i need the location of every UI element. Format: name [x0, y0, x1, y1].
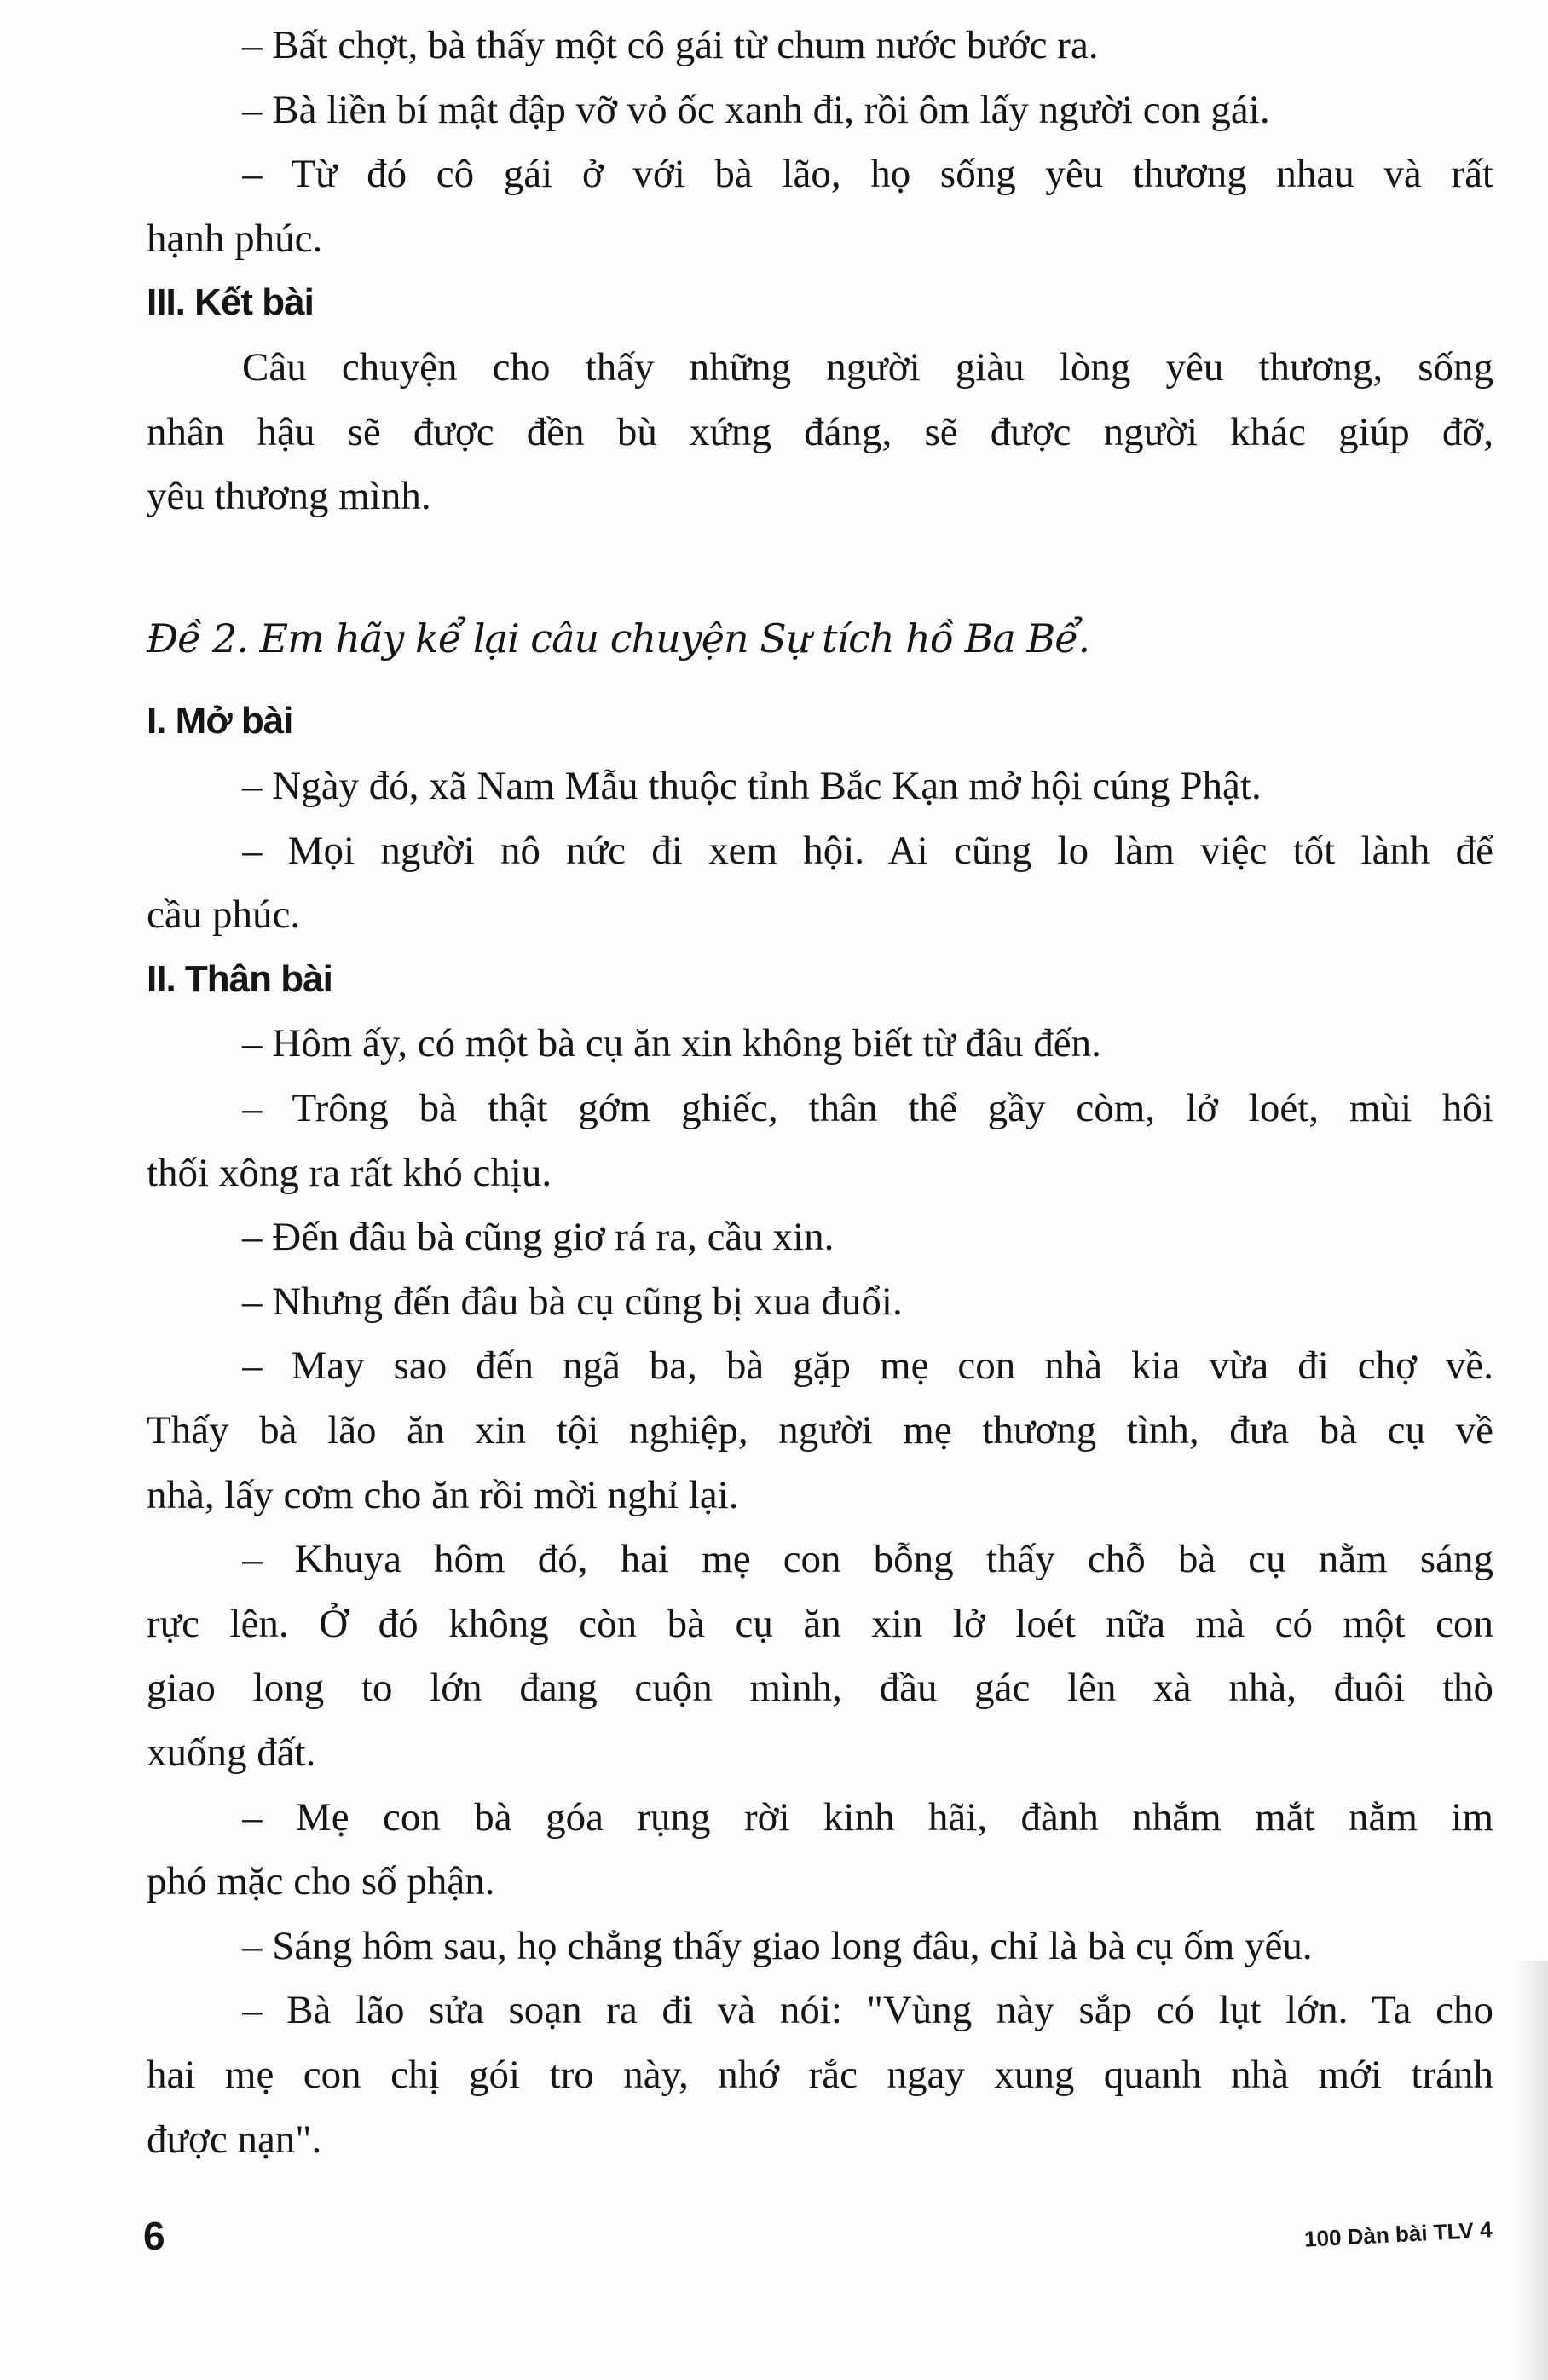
paragraph-line: – Bà lão sửa soạn ra đi và nói: "Vùng này sắp có lụt lớn. Ta cho: [242, 1988, 1493, 2033]
paragraph-line: thối xông ra rất khó chịu.: [147, 1150, 552, 1195]
paragraph-line: – Mọi người nô nức đi xem hội. Ai cũng lo làm việc tốt lành để: [242, 828, 1493, 873]
paragraph-line: – Đến đâu bà cũng giơ rá ra, cầu xin.: [242, 1215, 835, 1260]
paragraph-line: – Bất chợt, bà thấy một cô gái từ chum nước bước ra.: [242, 23, 1099, 67]
paragraph-line: – Ngày đó, xã Nam Mẫu thuộc tỉnh Bắc Kạn mở hội cúng Phật.: [242, 764, 1262, 808]
paragraph-line: – Khuya hôm đó, hai mẹ con bỗng thấy chỗ bà cụ nằm sáng: [242, 1537, 1493, 1582]
paragraph-line: được nạn".: [147, 2117, 322, 2162]
paragraph-line: hạnh phúc.: [147, 216, 323, 261]
paragraph-line: phó mặc cho số phận.: [147, 1859, 495, 1904]
paragraph-line: xuống đất.: [147, 1730, 316, 1775]
page-number: 6: [143, 2214, 165, 2258]
paragraph-line: – Từ đó cô gái ở với bà lão, họ sống yêu thương nhau và rất: [242, 152, 1493, 197]
paragraph-line: yêu thương mình.: [147, 474, 431, 519]
paragraph-line: – Hôm ấy, có một bà cụ ăn xin không biết từ đâu đến.: [242, 1021, 1101, 1066]
paragraph-line: – Sáng hôm sau, họ chẳng thấy giao long đâu, chỉ là bà cụ ốm yếu.: [242, 1923, 1313, 1968]
section-heading: III. Kết bài: [147, 281, 314, 324]
paragraph-line: rực lên. Ở đó không còn bà cụ ăn xin lở loét nữa mà có một con: [147, 1601, 1493, 1646]
paragraph-line: cầu phúc.: [147, 892, 301, 938]
paragraph-line: nhà, lấy cơm cho ăn rồi mời nghỉ lại.: [147, 1472, 739, 1517]
paragraph-line: – Bà liền bí mật đập vỡ vỏ ốc xanh đi, rồi ôm lấy người con gái.: [242, 87, 1270, 132]
paragraph-line: giao long to lớn đang cuộn mình, đầu gác lên xà nhà, đuôi thò: [147, 1666, 1493, 1711]
exercise-title: Đề 2. Em hãy kể lại câu chuyện Sự tích hồ Ba Bể.: [147, 615, 1090, 661]
page-edge-shadow: [1514, 1961, 1548, 2380]
section-heading: I. Mở bài: [147, 700, 293, 742]
paragraph-line: – Trông bà thật gớm ghiếc, thân thể gầy còm, lở loét, mùi hôi: [242, 1086, 1493, 1130]
section-heading: II. Thân bài: [147, 957, 332, 1000]
paragraph-line: – May sao đến ngã ba, bà gặp mẹ con nhà kia vừa đi chợ về.: [242, 1343, 1493, 1389]
paragraph-line: Thấy bà lão ăn xin tội nghiệp, người mẹ thương tình, đưa bà cụ về: [147, 1408, 1493, 1453]
paragraph-line: nhân hậu sẽ được đền bù xứng đáng, sẽ được người khác giúp đỡ,: [147, 409, 1493, 454]
paragraph-line: – Mẹ con bà góa rụng rời kinh hãi, đành nhắm mắt nằm im: [242, 1794, 1493, 1840]
book-title-footer: 100 Dàn bài TLV 4: [1303, 2216, 1493, 2252]
paragraph-line: Câu chuyện cho thấy những người giàu lòng yêu thương, sống: [242, 345, 1493, 390]
paragraph-line: – Nhưng đến đâu bà cụ cũng bị xua đuổi.: [242, 1279, 903, 1324]
paragraph-line: hai mẹ con chị gói tro này, nhớ rắc ngay xung quanh nhà mới tránh: [147, 2053, 1493, 2097]
